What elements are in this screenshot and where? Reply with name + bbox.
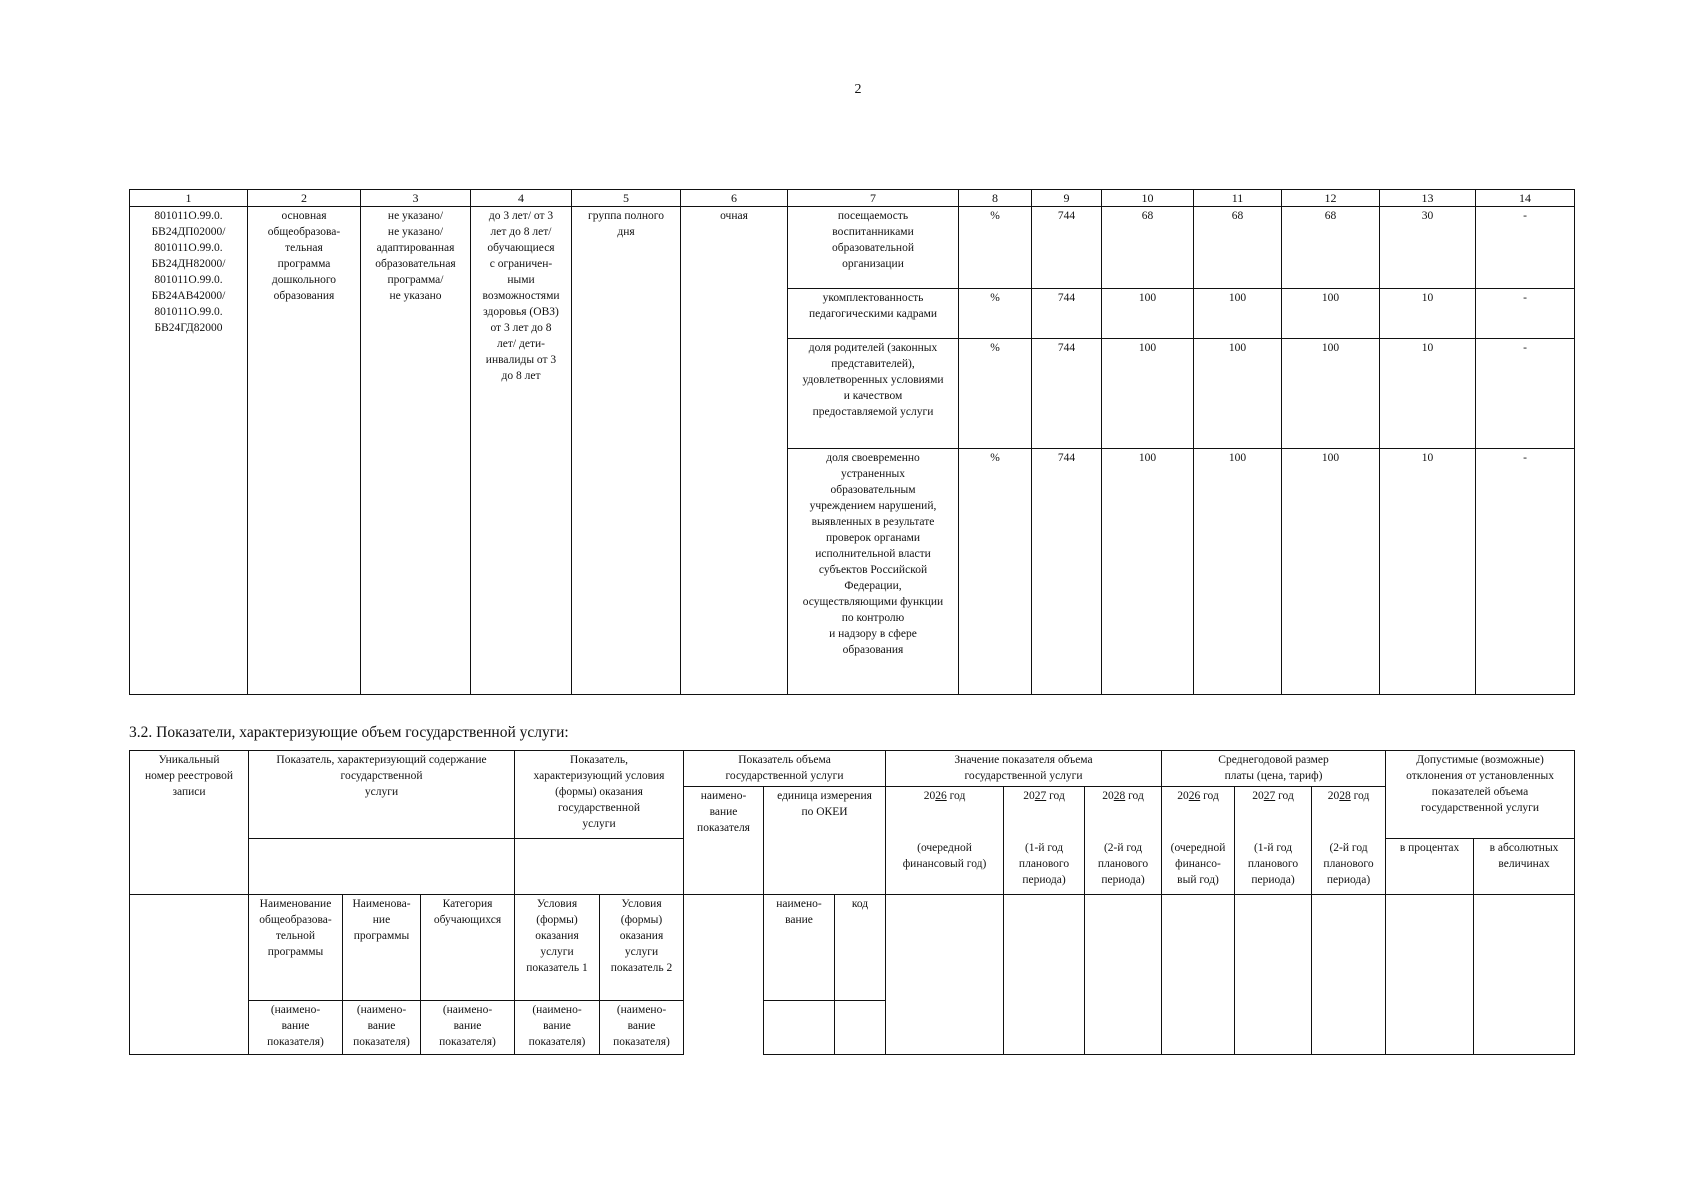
- indicator-name: посещаемость воспитанниками образовательной организации: [788, 207, 959, 289]
- column-number: 4: [471, 190, 572, 207]
- column-number: 8: [959, 190, 1032, 207]
- percent-spacer: [1386, 895, 1474, 1055]
- fee-2027-spacer: [1235, 895, 1312, 1055]
- fee-period-first: (1-й год планового периода): [1235, 839, 1312, 895]
- indicator-label: (наимено- вание показателя): [421, 1001, 515, 1055]
- value-2027: 100: [1194, 289, 1282, 339]
- value-2027: 68: [1194, 207, 1282, 289]
- fee-2028-spacer: [1312, 895, 1386, 1055]
- deviation-percent: 10: [1380, 289, 1476, 339]
- program-name-header: Наименование общеобразова- тельной программы: [249, 895, 343, 1001]
- table-header-row: [130, 895, 1575, 1001]
- fee-period-current: (очередной финансо- вый год): [1162, 839, 1235, 895]
- service-condition-2: очная: [681, 207, 788, 695]
- column-number: 6: [681, 190, 788, 207]
- program-type: не указано/ не указано/ адаптированная образовательная программа/ не указано: [361, 207, 471, 695]
- indicator-name: доля своевременно устраненных образовательным учреждением нарушений, выявленных в результате проверок органами исполнительной власти субъектов Российской Федерации, осуществляющими функции по контролю и надзору в сфере образования: [788, 449, 959, 695]
- content-indicator-header: Показатель, характеризующий содержание государственной услуги: [249, 751, 515, 839]
- period-first: (1-й год планового периода): [1004, 839, 1085, 895]
- column-number: 14: [1476, 190, 1575, 207]
- deviation-absolute: -: [1476, 289, 1575, 339]
- year-2027-header: 2027 год: [1004, 787, 1085, 839]
- value-2028: 100: [1282, 449, 1380, 695]
- volume-indicators-subheader: [129, 894, 1575, 1055]
- unit: %: [959, 449, 1032, 695]
- value-2027: 100: [1194, 449, 1282, 695]
- deviation-percent: 10: [1380, 339, 1476, 449]
- indicator-label: (наимено- вание показателя): [249, 1001, 343, 1055]
- value-2027-spacer: [1004, 895, 1085, 1055]
- okei-code: 744: [1032, 339, 1102, 449]
- deviation-absolute: -: [1476, 449, 1575, 695]
- conditions-indicator-header: Показатель, характеризующий условия (формы) оказания государственной услуги: [515, 751, 684, 839]
- column-number: 12: [1282, 190, 1380, 207]
- year-2028-header: 2028 год: [1085, 787, 1162, 839]
- unique-number-spacer: [130, 895, 249, 1055]
- fee-year-2027-header: 2027 год: [1235, 787, 1312, 839]
- volume-indicators-table: [129, 750, 1575, 895]
- okei-code: 744: [1032, 207, 1102, 289]
- column-number: 5: [572, 190, 681, 207]
- fee-period-second: (2-й год планового периода): [1312, 839, 1386, 895]
- in-percent-header: в процентах: [1386, 839, 1474, 895]
- deviation-percent: 10: [1380, 449, 1476, 695]
- program-type-header: Наименова- ние программы: [343, 895, 421, 1001]
- indicator-name-spacer: [684, 895, 764, 1055]
- unit-name-header: наимено- вание: [764, 895, 835, 1001]
- unit-code-spacer: [835, 1001, 886, 1055]
- unit: %: [959, 339, 1032, 449]
- value-2027: 100: [1194, 339, 1282, 449]
- page-number: 2: [854, 82, 862, 97]
- volume-indicator-header: Показатель объема государственной услуги: [684, 751, 886, 787]
- indicator-name-header: наимено- вание показателя: [684, 787, 764, 895]
- column-number: 3: [361, 190, 471, 207]
- fee-year-2028-header: 2028 год: [1312, 787, 1386, 839]
- volume-value-header: Значение показателя объема государственной услуги: [886, 751, 1162, 787]
- value-2026: 100: [1102, 449, 1194, 695]
- condition-1-header: Условия (формы) оказания услуги показатель 1: [515, 895, 600, 1001]
- value-2026: 100: [1102, 289, 1194, 339]
- unit-okei-header: единица измерения по ОКЕИ: [764, 787, 886, 895]
- column-number: 9: [1032, 190, 1102, 207]
- value-2028: 100: [1282, 289, 1380, 339]
- deviation-absolute: -: [1476, 207, 1575, 289]
- value-2028: 100: [1282, 339, 1380, 449]
- indicator-label: (наимено- вание показателя): [515, 1001, 600, 1055]
- indicator-name: укомплектованность педагогическими кадрами: [788, 289, 959, 339]
- conditions-indicator-spacer: [515, 839, 684, 895]
- column-number: 2: [248, 190, 361, 207]
- value-2026-spacer: [886, 895, 1004, 1055]
- quality-indicators-table: [129, 189, 1575, 695]
- registry-number: 801011О.99.0. БВ24ДП02000/ 801011О.99.0. БВ24ДН82000/ 801011О.99.0. БВ24АВ42000/ 801011О.99.0. БВ24ГД82000: [130, 207, 248, 695]
- column-number-row: [130, 190, 1575, 207]
- value-2026: 68: [1102, 207, 1194, 289]
- year-2026-header: 2026 год: [886, 787, 1004, 839]
- okei-code: 744: [1032, 449, 1102, 695]
- indicator-label: (наимено- вание показателя): [600, 1001, 684, 1055]
- column-number: 11: [1194, 190, 1282, 207]
- indicator-label: (наимено- вание показателя): [343, 1001, 421, 1055]
- column-number: 1: [130, 190, 248, 207]
- value-2028: 68: [1282, 207, 1380, 289]
- service-condition-1: группа полного дня: [572, 207, 681, 695]
- student-category-header: Категория обучающихся: [421, 895, 515, 1001]
- column-number: 7: [788, 190, 959, 207]
- table-header-row: [130, 751, 1575, 787]
- absolute-spacer: [1474, 895, 1575, 1055]
- column-number: 10: [1102, 190, 1194, 207]
- avg-fee-header: Среднегодовой размер платы (цена, тариф): [1162, 751, 1386, 787]
- indicator-name: доля родителей (законных представителей), удовлетворенных условиями и качеством предоставляемой услуги: [788, 339, 959, 449]
- condition-2-header: Условия (формы) оказания услуги показатель 2: [600, 895, 684, 1001]
- table-row: [130, 207, 1575, 289]
- column-number: 13: [1380, 190, 1476, 207]
- period-second: (2-й год планового периода): [1085, 839, 1162, 895]
- value-2028-spacer: [1085, 895, 1162, 1055]
- section-title: 3.2. Показатели, характеризующие объем государственной услуги:: [129, 724, 569, 741]
- deviation-percent: 30: [1380, 207, 1476, 289]
- value-2026: 100: [1102, 339, 1194, 449]
- content-indicator-spacer: [249, 839, 515, 895]
- in-absolute-header: в абсолютных величинах: [1474, 839, 1575, 895]
- deviations-header: Допустимые (возможные) отклонения от установленных показателей объема государственной услуги: [1386, 751, 1575, 839]
- unit-name-spacer: [764, 1001, 835, 1055]
- unique-number-header: Уникальный номер реестровой записи: [130, 751, 249, 895]
- unit: %: [959, 207, 1032, 289]
- period-current: (очередной финансовый год): [886, 839, 1004, 895]
- student-category: до 3 лет/ от 3 лет до 8 лет/ обучающиеся с ограничен- ными возможностями здоровья (ОВЗ) от 3 лет до 8 лет/ дети- инвалиды от 3 до 8 лет: [471, 207, 572, 695]
- unit: %: [959, 289, 1032, 339]
- deviation-absolute: -: [1476, 339, 1575, 449]
- program-name: основная общеобразова- тельная программа дошкольного образования: [248, 207, 361, 695]
- unit-code-header: код: [835, 895, 886, 1001]
- okei-code: 744: [1032, 289, 1102, 339]
- fee-year-2026-header: 2026 год: [1162, 787, 1235, 839]
- fee-2026-spacer: [1162, 895, 1235, 1055]
